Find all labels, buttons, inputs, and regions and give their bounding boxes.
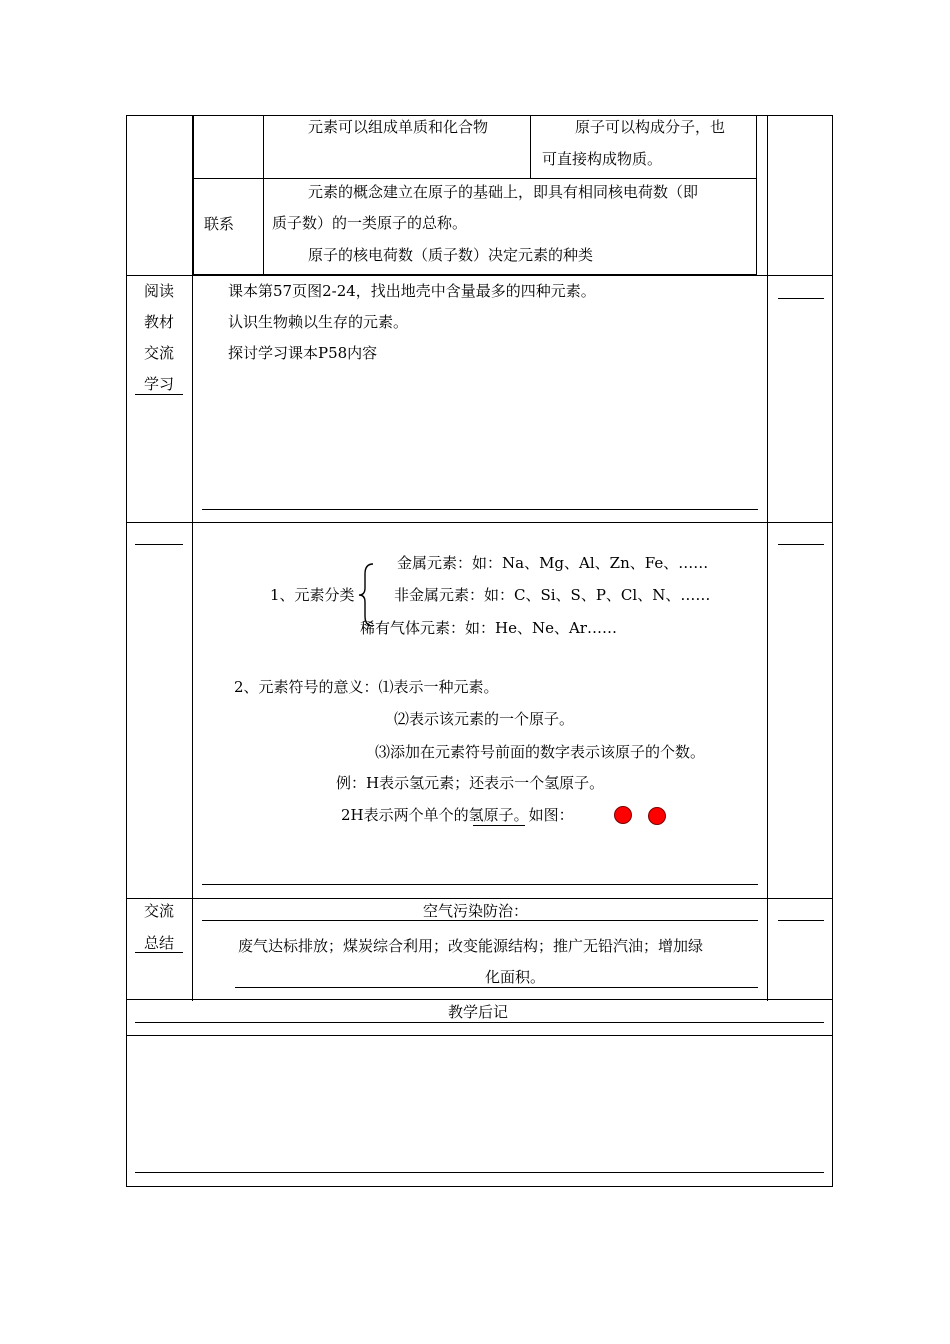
- summary-label-underline: [135, 952, 183, 953]
- summary-line-1: 废气达标排放；煤炭综合利用；改变能源结构；推广无铅汽油；增加绿: [238, 937, 704, 955]
- example-underline: [473, 825, 525, 826]
- summary-right-blank: [778, 920, 824, 921]
- element-description: 元素可以组成单质和化合物: [308, 118, 489, 136]
- reading-right-blank: [778, 298, 824, 299]
- row-sep-3: [126, 898, 832, 899]
- reading-label-1: 阅读: [144, 282, 175, 300]
- inner-right-border: [756, 115, 757, 276]
- inner-left-border: [193, 115, 194, 276]
- outer-right-border: [832, 115, 833, 1187]
- summary-answer-line: [235, 987, 758, 988]
- postscript-answer-line: [135, 1172, 824, 1173]
- right-blank-line: [778, 544, 824, 545]
- hydrogen-atom-2: [648, 807, 666, 825]
- inner-row-sep: [193, 178, 756, 179]
- inner-col-sep-1: [263, 115, 264, 276]
- reading-answer-line: [202, 509, 758, 510]
- relation-line-1: 元素的概念建立在原子的基础上，即具有相同核电荷数（即: [308, 183, 699, 201]
- reading-label-2: 教材: [144, 313, 175, 331]
- inner-col-sep-2: [530, 115, 531, 179]
- summary-title: 空气污染防治：: [423, 902, 529, 920]
- reading-label-underline: [135, 394, 183, 395]
- symbol-example-2: 2H表示两个单个的氢原子。如图：: [341, 806, 574, 824]
- symbol-example: 例：H表示氢元素；还表示一个氢原子。: [336, 774, 605, 792]
- outer-top-border: [126, 115, 832, 116]
- symbol-meaning-item-2: ⑵表示该元素的一个原子。: [394, 710, 575, 728]
- classification-metal: 金属元素：如：Na、Mg、Al、Zn、Fe、……: [397, 554, 709, 572]
- knowledge-answer-line: [202, 884, 758, 885]
- reading-label-4: 学习: [144, 375, 175, 393]
- postscript-title-underline: [135, 1022, 824, 1023]
- atom-description-1: 原子可以构成分子，也: [575, 118, 726, 136]
- row-sep-2: [126, 522, 832, 523]
- postscript-title: 教学后记: [448, 1003, 509, 1021]
- summary-label-1: 交流: [144, 902, 175, 920]
- inner-bottom-border: [193, 274, 756, 275]
- row-sep-4: [126, 999, 832, 1000]
- classification-nonmetal: 非金属元素：如：C、Si、S、P、Cl、N、……: [394, 586, 711, 604]
- reading-label-3: 交流: [144, 344, 175, 362]
- atom-description-2: 可直接构成物质。: [542, 150, 663, 168]
- outer-bottom-border: [126, 1186, 832, 1187]
- left-blank-line: [135, 544, 183, 545]
- symbol-meaning-heading: 2、元素符号的意义：⑴表示一种元素。: [234, 678, 499, 696]
- summary-label-2: 总结: [144, 934, 175, 952]
- classification-heading: 1、元素分类: [270, 586, 355, 604]
- classification-noble: 稀有气体元素：如：He、Ne、Ar……: [360, 619, 617, 637]
- summary-title-underline: [202, 920, 758, 921]
- relation-line-2: 质子数）的一类原子的总称。: [272, 214, 468, 232]
- reading-line-3: 探讨学习课本P58内容: [228, 344, 378, 362]
- row-sep-1: [126, 275, 832, 276]
- row-sep-5: [126, 1035, 832, 1036]
- summary-line-2: 化面积。: [485, 968, 546, 986]
- relation-line-3: 原子的核电荷数（质子数）决定元素的种类: [308, 246, 594, 264]
- col-sep-right: [767, 115, 768, 1001]
- hydrogen-atom-1: [614, 806, 632, 824]
- symbol-meaning-item-3: ⑶添加在元素符号前面的数字表示该原子的个数。: [375, 743, 706, 761]
- reading-line-2: 认识生物赖以生存的元素。: [228, 313, 409, 331]
- reading-line-1: 课本第57页图2-24，找出地壳中含量最多的四种元素。: [228, 282, 596, 300]
- relation-label: 联系: [204, 215, 235, 233]
